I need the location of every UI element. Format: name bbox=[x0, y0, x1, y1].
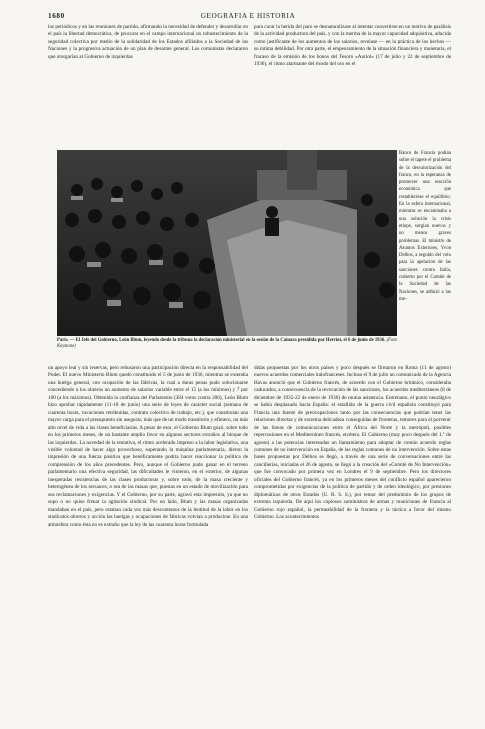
page-number: 1680 bbox=[48, 12, 65, 20]
text-column-left-bottom bbox=[48, 365, 248, 698]
text-column-left-top bbox=[48, 24, 248, 152]
caption-lead: París. — El Jefe del Gobierno, León Blum, leyendo desde la tribuna la declaración ministerial en la sesión de la Cámara presidida por Herriot, el 6 de junio de 1936. bbox=[57, 338, 386, 343]
photo-illustration bbox=[57, 150, 397, 336]
section-title: GEOGRAFIA E HISTORIA bbox=[200, 12, 296, 20]
photo-caption bbox=[57, 338, 397, 351]
text-column-right-narrow bbox=[399, 150, 451, 360]
paragraph: didas propuestas por los otros países y poco después se firmaron en Roma (11 de agosto) nuevos acuerdos comerciales italofranceses. Incluso el 9 de julio un comunicado de la Agencia Havas anunció que el Gobierno francés, de acuerdo con el Gobierno británico, consideraba caducados, a consecuencia de la revocación de las sanciones, los acuerdos mediterráneos (8 de diciembre de 1935-22 de enero de 1936) de mutua asistencia. Entretanto, el punto neurálgico se había desplazado hacia España: el estallido de la guerra civil española constituyó para Francia una fuente de preocupaciones tanto por las consecuencias que podrían tener las relaciones directas y de extrema delicadeza conseguidas de fronteras, temores para el porvenir de las líneas de comunicaciones entre el África del Norte y la metrópoli, posibles repercusiones en el Mediterráneo francés, etcétera. El Gobierno (muy poco después del 1.º de agosto) a las potencias interesadas un llamamiento para adoptar de común acuerdo reglas comunes de no intervención en España, de las reglas comunes de no intervención. Sobre estas bases propuestas por Delbos se llegó, a través de una serie de conversaciones entre las cancillerías, iniciadas el 26 de agosto, se llegó a la creación del «Comité de No Intervención» que fue convocado por primera vez en Londres el 9 de septiembre. Pero los directores oficiales del Gobierno francés, ya en los primeros meses del conflicto español aparecieron comprometidas por exigencias de la política de partido y de orden ideológico, por presiones diplomáticas de otros Estados (U. R. S. S.), por temor del predominio de los grupos de extrema izquierda. De aquí los copiosos suministros de armas y municiones de Francia al Gobierno rojo español, la permeabilidad de la frontera y la táctica a favor del mismo Gobierno. Los acontecimientos bbox=[254, 365, 451, 521]
text-column-right-bottom bbox=[254, 365, 451, 698]
paragraph: un apoyo leal y sin reservas, pero rehusaron una participación directa en la responsabilidad del Poder. El nuevo Ministerio Blum quedó constituido el 5 de junio de 1936, mientras se extendía una huelga general, con ocupación de las fábricas, la cual a duras penas pudo solucionarse concediendo a los obreros un aumento de salarios variable entre el 15 (a los mínimos) y 7 por 100 (a los máximos). Obtenida la confianza del Parlamento (384 votos contra 200), León Blum hizo aprobar rápidamente (11-18 de junio) una serie de leyes de carácter social (semana de cuarenta horas, vacaciones retribuidas, contrato colectivo de trabajo, etc.), que constituían una mayor carga para el presupuesto sin asegurar, más que de un modo transitorio y efímero, un más alto nivel de vida a las clases beneficiarias. A pesar de esto, el Gobierno Blum gozó, sobre todo en los primeros meses, de un bastante amplio favor en algunos sectores extraños al bloque de las izquierdas. La novedad de la tentativa, el ritmo acelerado impreso a la labor legislativa, una visible voluntad de hacer algo provechoso, superando la máquina parlamentaria, dieron la impresión de una fuerza positiva que benéficamente podría hacer reaccionar la política de comprensión de los años precedentes. Pero, aunque el Gobierno pudo ganar en el terreno parlamentario una efectiva seguridad, las dificultades le vinieron, en el exterior, de algunas inesperadas resistencias de las clases productoras y, sobre todo, de la masa creciente y heterogénea de los secuaces, o sea de las masas que, puestas en un estado de movilización para sus reclamaciones y exigencias. Y el Gobierno, por su parte, agravó esta impresión, ya que no supo o no quiso frenar la agitación sindical. Por un lado, Blum y las masas organizadas mandaban en el país, pero estaban cada vez más descontentos de la lentitud de la labor en los sindicatos obreros y acción las huelgas y ocupaciones de fábricas volvían a producirse. En una atmósfera como ésta no es extraño que la ley de las cuarenta horas formulada bbox=[48, 365, 248, 528]
photo-credit: (Foto Keystone) bbox=[57, 338, 397, 350]
text-column-right-top bbox=[254, 24, 451, 152]
page-header bbox=[48, 12, 448, 24]
paragraph: Banco de Francia podían sobre el tapete el problema de la desvalorización del franco, en la esperanza de promover una reacción económica que restableciese el equilibrio. En la esfera internacional, mientras se encaminaba a una solución la crisis etíope, surgían nuevos y no menos graves problemas. El ministro de Asuntos Exteriores, Yvon Delbos, a seguido del voto para la apelación de las sanciones contra Italia, cubierto por el Comité de la Sociedad de las Naciones, se adhirió a las me- bbox=[399, 151, 451, 302]
photo-parliament-session bbox=[57, 150, 397, 336]
paragraph: los periódicos y en las reuniones de partido, afirmando la necesidad de defender y desarrollar en el país la libertad democrática, de procurar en el campo internacional un robustecimiento de la seguridad colectiva por medio de la solidaridad de los Estados afiliados a la Sociedad de las Naciones y la progresiva actuación de un plan de desarme general. Los comunistas declararon que otorgarían al Gobierno de izquierdas bbox=[48, 24, 248, 60]
paragraph: para curar la herida del paro se desnaturalizase al intentar convertirse en un motivo de parálisis de la actividad productora del país, y con la merma de la mayor capacidad adquisitiva, aducida como justificante de los aumentos de los salarios, revelase — en la práctica de los hechos — su íntima debilidad. Por otra parte, el empeoramiento de la situación financiera y monetaria, el fracaso de la emisión de los bonos del Tesoro «Auriol» (17 de julio y 22 de septiembre de 1936), el ritmo alarmante del éxodo del oro en el bbox=[254, 24, 451, 68]
